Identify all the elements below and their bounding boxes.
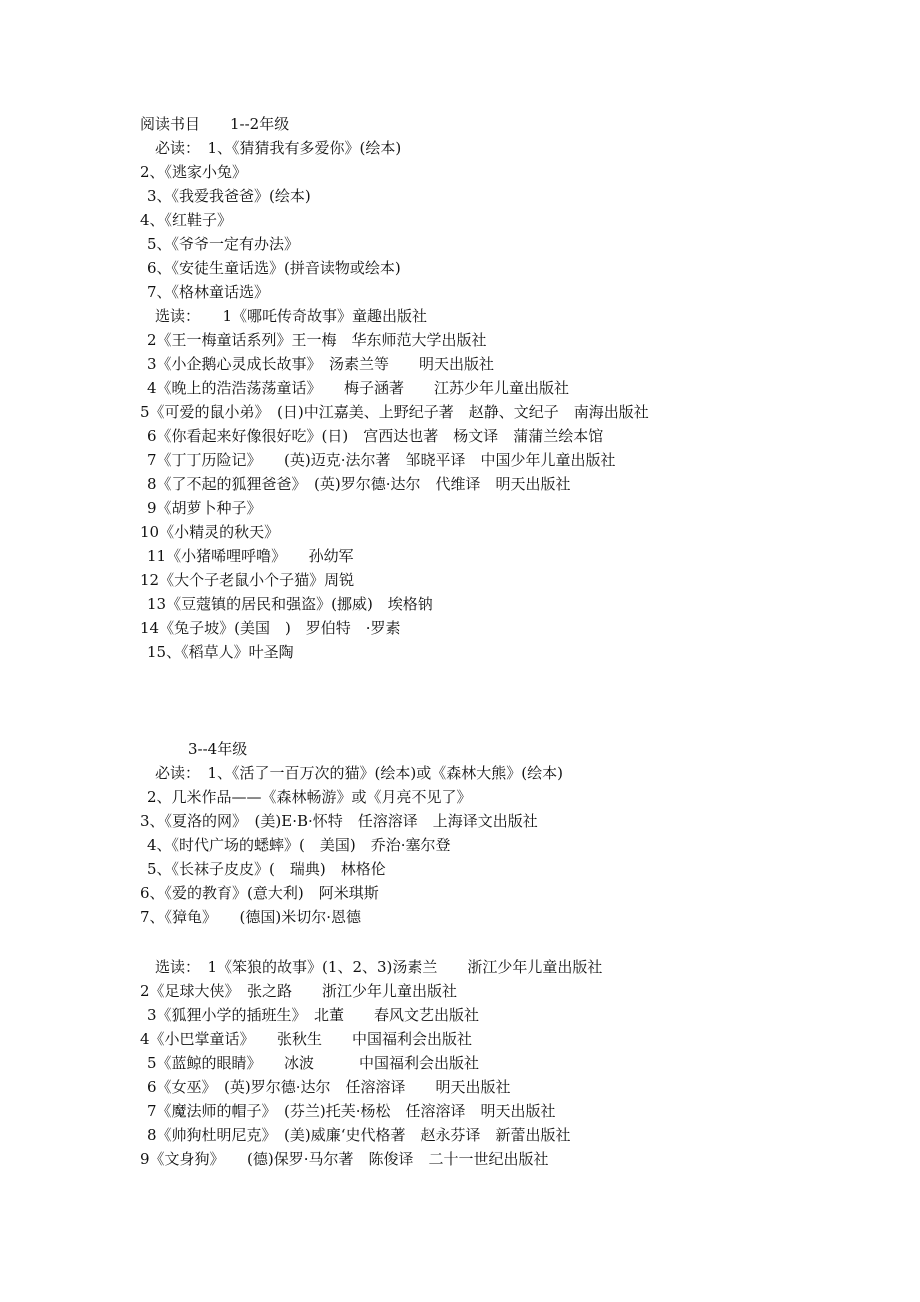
- book-list-line: 3《狐狸小学的插班生》 北董 春风文艺出版社: [147, 1006, 480, 1024]
- book-list-line: 9《文身狗》 (德)保罗·马尔著 陈俊译 二十一世纪出版社: [140, 1150, 549, 1168]
- book-list-line: 3《小企鹅心灵成长故事》 汤素兰等 明天出版社: [147, 355, 495, 373]
- book-list-line: 2、几米作品——《森林畅游》或《月亮不见了》: [147, 788, 472, 806]
- book-list-line: 选读： 1《哪吒传奇故事》童趣出版社: [155, 307, 428, 325]
- book-list-line: 7《丁丁历险记》 (英)迈克·法尔著 邹晓平译 中国少年儿童出版社: [147, 451, 616, 469]
- book-list-line: 6、《爱的教育》(意大利) 阿米琪斯: [140, 884, 379, 902]
- book-list-line: 5、《长袜子皮皮》( 瑞典) 林格伦: [147, 860, 386, 878]
- book-list-line: 3、《我爱我爸爸》(绘本): [147, 187, 311, 205]
- book-list-line: 4、《红鞋子》: [140, 211, 233, 229]
- book-list-line: 5《蓝鲸的眼睛》 冰波 中国福利会出版社: [147, 1054, 480, 1072]
- book-list-line: 14《兔子坡》(美国 ) 罗伯特 ·罗素: [140, 619, 401, 637]
- book-list-line: 7《魔法师的帽子》 (芬兰)托芙·杨松 任溶溶译 明天出版社: [147, 1102, 556, 1120]
- book-list-line: 13《豆蔻镇的居民和强盗》(挪威) 埃格钠: [147, 595, 433, 613]
- book-list-line: 2《王一梅童话系列》王一梅 华东师范大学出版社: [147, 331, 487, 349]
- book-list-line: 10《小精灵的秋天》: [140, 523, 280, 541]
- book-list-line: 9《胡萝卜种子》: [147, 499, 262, 517]
- book-list-line: 4《晚上的浩浩荡荡童话》 梅子涵著 江苏少年儿童出版社: [147, 379, 570, 397]
- book-list-line: 必读： 1、《活了一百万次的猫》(绘本)或《森林大熊》(绘本): [155, 764, 563, 782]
- book-list-line: 8《了不起的狐狸爸爸》 (英)罗尔德·达尔 代维译 明天出版社: [147, 475, 571, 493]
- section-heading-grade-1-2: 阅读书目 1--2年级: [140, 115, 290, 133]
- book-list-line: 11《小猪唏哩呼噜》 孙幼军: [147, 547, 354, 565]
- book-list-line: 必读： 1、《猜猜我有多爱你》(绘本): [155, 139, 402, 157]
- book-list-line: 6、《安徒生童话选》(拼音读物或绘本): [147, 259, 401, 277]
- book-list-line: 8《帅狗杜明尼克》 (美)威廉‘史代格著 赵永芬译 新蕾出版社: [147, 1126, 571, 1144]
- section-heading-grade-3-4: 3--4年级: [188, 740, 248, 758]
- book-list-line: 15、《稻草人》叶圣陶: [147, 643, 294, 661]
- book-list-line: 6《你看起来好像很好吃》(日) 宫西达也著 杨文译 蒲蒲兰绘本馆: [147, 427, 604, 445]
- book-list-line: 5、《爷爷一定有办法》: [147, 235, 300, 253]
- book-list-line: 2、《逃家小兔》: [140, 163, 248, 181]
- book-list-line: 2《足球大侠》 张之路 浙江少年儿童出版社: [140, 982, 458, 1000]
- book-list-line: 3、《夏洛的网》 (美)E·B·怀特 任溶溶译 上海译文出版社: [140, 812, 538, 830]
- book-list-line: 4《小巴掌童话》 张秋生 中国福利会出版社: [140, 1030, 473, 1048]
- book-list-line: 7、《格林童话选》: [147, 283, 270, 301]
- book-list-line: 5《可爱的鼠小弟》 (日)中江嘉美、上野纪子著 赵静、文纪子 南海出版社: [140, 403, 649, 421]
- book-list-line: 6《女巫》 (英)罗尔德·达尔 任溶溶译 明天出版社: [147, 1078, 511, 1096]
- book-list-line: 7、《獐龟》 (德国)米切尔·恩德: [140, 908, 362, 926]
- book-list-line: 选读： 1《笨狼的故事》(1、2、3)汤素兰 浙江少年儿童出版社: [155, 958, 603, 976]
- book-list-line: 12《大个子老鼠小个子猫》周锐: [140, 571, 355, 589]
- book-list-line: 4、《时代广场的蟋蟀》( 美国) 乔治·塞尔登: [147, 836, 451, 854]
